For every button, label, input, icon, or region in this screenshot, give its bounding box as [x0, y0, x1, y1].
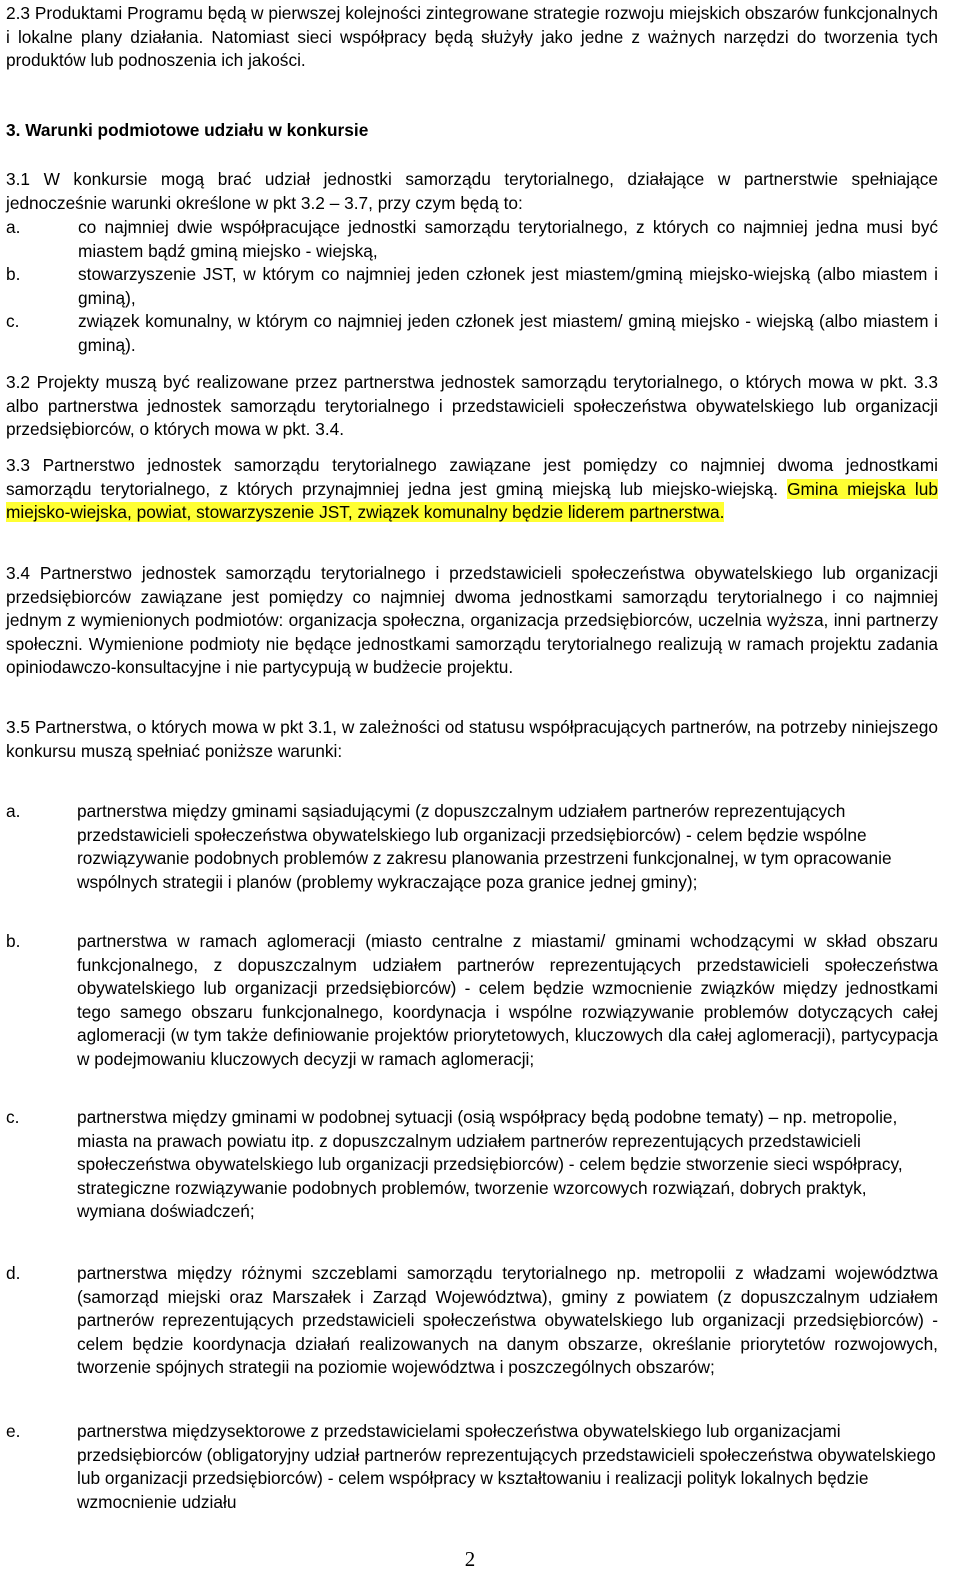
highlighted-text: Gmina miejska lub miejsko-wiejska, powiat, stowarzyszenie JST, związek komunalny będzie liderem partnerstwa.: [6, 478, 938, 522]
paragraph-2-3: 2.3 Produktami Programu będą w pierwszej kolejności zintegrowane strategie rozwoju miejskich obszarów funkcjonalnych i lokalne plany działania. Natomiast sieci współpracy będą służyły jako jedne z ważnych narzędzi do tworzenia tych produktów lub podnoszenia ich jakości.: [6, 3, 938, 70]
section-heading-3: 3. Warunki podmiotowe udziału w konkursie: [6, 120, 369, 140]
list-item-text: związek komunalny, w którym co najmniej jeden członek jest miastem/ gminą miejsko - wiejską (albo miastem i gminą).: [78, 311, 938, 355]
list-item-label: d.: [6, 1263, 21, 1283]
list-item-label: b.: [6, 931, 21, 951]
paragraph-3-4: 3.4 Partnerstwo jednostek samorządu terytorialnego i przedstawicieli społeczeństwa obywatelskiego lub organizacji przedsiębiorców zawiązane jest pomiędzy co najmniej dwoma jednostkami samorządu terytorialnego i co najmniej jednym z wymienionych podmiotów: organizacja społeczna, organizacja przedsiębiorców, uczelnia wyższa, inni partnerzy społeczni. Wymienione podmioty nie będące jednostkami samorządu terytorialnego realizują w ramach projektu zadania opiniodawczo-konsultacyjne i nie partycypują w budżecie projektu.: [6, 563, 938, 677]
page-number: 2: [464, 1547, 476, 1571]
paragraph-3-3-text: 3.3 Partnerstwo jednostek samorządu terytorialnego zawiązane jest pomiędzy co najmniej dwoma jednostkami samorządu terytorialnego, z których przynajmniej jedna jest gminą miejską lub miejsko-wiejską.: [6, 455, 938, 499]
list-item-label: c.: [6, 1107, 20, 1127]
list-item-label: a.: [6, 217, 21, 237]
list-item-text: partnerstwa między gminami w podobnej sytuacji (osią współpracy będą podobne tematy) – np. metropolie, miasta na prawach powiatu itp. z dopuszczalnym udziałem partnerów reprezentujących przedstawicieli społeczeństwa obywatelskiego lub organizacji przedsiębiorców) - celem będzie stworzenie sieci współpracy, strategiczne rozwiązywanie podobnych problemów, tworzenie wzorcowych rozwiązań, dobrych praktyk, wymiana doświadczeń;: [77, 1107, 903, 1221]
paragraph-3-2: 3.2 Projekty muszą być realizowane przez partnerstwa jednostek samorządu terytorialnego, o których mowa w pkt. 3.3 albo partnerstwa jednostek samorządu terytorialnego i przedstawicieli społeczeństwa obywatelskiego lub organizacji przedsiębiorców, o których mowa w pkt. 3.4.: [6, 372, 938, 439]
list-item-text: partnerstwa między gminami sąsiadującymi (z dopuszczalnym udziałem partnerów reprezentujących przedstawicieli społeczeństwa obywatelskiego lub organizacji przedsiębiorców) - celem będzie wspólne rozwiązywanie podobnych problemów z zakresu planowania przestrzeni funkcjonalnej, w tym opracowanie wspólnych strategii i planów (problemy wykraczające poza granice jednej gminy);: [77, 801, 892, 892]
list-item-label: b.: [6, 264, 21, 284]
paragraph-3-1: 3.1 W konkursie mogą brać udział jednostki samorządu terytorialnego, działające w partnerstwie spełniające jednocześnie warunki określone w pkt 3.2 – 3.7, przy czym będą to:: [6, 169, 938, 213]
list-item-label: a.: [6, 801, 21, 821]
paragraph-3-3: [6, 454, 938, 525]
list-item-label: e.: [6, 1421, 21, 1441]
paragraph-3-5: 3.5 Partnerstwa, o których mowa w pkt 3.1, w zależności od statusu współpracujących partnerów, na potrzeby niniejszego konkursu muszą spełniać poniższe warunki:: [6, 717, 938, 761]
list-item-text: co najmniej dwie współpracujące jednostki samorządu terytorialnego, z których co najmniej jedna musi być miastem bądź gminą miejsko - wiejską,: [78, 217, 938, 261]
list-item-text: partnerstwa w ramach aglomeracji (miasto centralne z miastami/ gminami wchodzącymi w skład obszaru funkcjonalnego, z dopuszczalnym udziałem partnerów reprezentujących przedstawicieli społeczeństwa obywatelskiego lub organizacji przedsiębiorców) - celem będzie wzmocnienie związków między jednostkami tego samego obszaru funkcjonalnego, koordynacja i wspólne rozwiązywanie problemów dotyczących całej aglomeracji (w tym także definiowanie projektów priorytetowych, kluczowych dla całej aglomeracji), partycypacja w podejmowaniu kluczowych decyzji w ramach aglomeracji;: [77, 931, 938, 1069]
list-item-label: c.: [6, 311, 20, 331]
list-item-text: stowarzyszenie JST, w którym co najmniej jeden członek jest miastem/gminą miejsko-wiejską (albo miastem i gminą),: [78, 264, 938, 308]
list-item-text: partnerstwa między różnymi szczeblami samorządu terytorialnego np. metropolii z władzami województwa (samorząd miejski oraz Marszałek i Zarząd Województwa), gminy z powiatem (z dopuszczalnym udziałem partnerów reprezentujących przedstawicieli społeczeństwa obywatelskiego lub organizacji przedsiębiorców) - celem będzie koordynacja działań realizowanych na danym obszarze, określanie priorytetów rozwojowych, tworzenie spójnych strategii na poziomie województwa i poszczególnych obszarów;: [77, 1263, 938, 1377]
list-item-text: partnerstwa międzysektorowe z przedstawicielami społeczeństwa obywatelskiego lub organizacjami przedsiębiorców (obligatoryjny udział partnerów reprezentujących przedstawicieli społeczeństwa obywatelskiego lub organizacji przedsiębiorców) - celem współpracy w kształtowaniu i realizacji polityk lokalnych będzie wzmocnienie udziału: [77, 1421, 936, 1512]
